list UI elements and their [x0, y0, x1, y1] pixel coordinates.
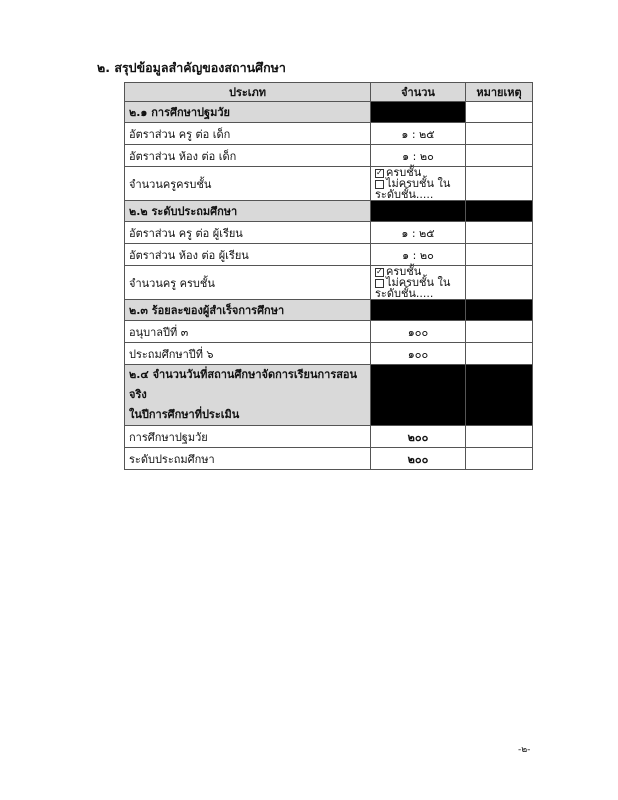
- unchecked-box-icon[interactable]: [375, 279, 384, 288]
- table-row: [125, 244, 533, 266]
- checkbox-option: ✓ครบชั้น: [375, 167, 461, 178]
- section-title: ๒.๑ การศึกษาปฐมวัย: [125, 102, 371, 123]
- summary-table: [124, 82, 533, 470]
- unchecked-box-icon[interactable]: [375, 180, 384, 189]
- row-value: ๒๐๐: [371, 426, 466, 448]
- row-label: อัตราส่วน ครู ต่อ ผู้เรียน: [125, 222, 371, 244]
- row-label: จำนวนครู ครบชั้น: [125, 266, 371, 300]
- row-label: การศึกษาปฐมวัย: [125, 426, 371, 448]
- checkbox-option: ไม่ครบชั้น ในระดับชั้น.....: [375, 177, 451, 201]
- blacked-cell: [466, 201, 533, 222]
- section-row: [125, 201, 533, 222]
- section-title-line: ๒.๔ จำนวนวันที่สถานศึกษาจัดการเรียนการสอนจริง: [129, 368, 358, 401]
- row-value: ๑๐๐: [371, 343, 466, 365]
- row-label: จำนวนครูครบชั้น: [125, 167, 371, 201]
- row-value: ๒๐๐: [371, 448, 466, 470]
- table-row: [125, 123, 533, 145]
- header-remark: หมายเหตุ: [466, 83, 533, 102]
- header-amount: จำนวน: [371, 83, 466, 102]
- section-row: [125, 102, 533, 123]
- page-number: -๒-: [518, 745, 531, 755]
- table-row: [125, 266, 533, 300]
- section-title-line: ในปีการศึกษาที่ประเมิน: [129, 408, 240, 421]
- checkbox-option: ✓ครบชั้น: [375, 266, 461, 277]
- table-row: [125, 426, 533, 448]
- section-heading: ๒. สรุปข้อมูลสำคัญของสถานศึกษา: [97, 60, 286, 75]
- remark-cell: [466, 266, 533, 300]
- remark-cell: [466, 167, 533, 201]
- section-row: [125, 365, 533, 426]
- blacked-cell: [466, 300, 533, 321]
- table-row: [125, 343, 533, 365]
- row-label: อัตราส่วน ห้อง ต่อ เด็ก: [125, 145, 371, 167]
- remark-cell: [466, 145, 533, 167]
- table-row: [125, 145, 533, 167]
- section-row: [125, 300, 533, 321]
- remark-cell: [466, 426, 533, 448]
- row-value: ๑ : ๒๕: [371, 222, 466, 244]
- remark-cell: [466, 244, 533, 266]
- header-row: [125, 83, 533, 102]
- row-value: ๑ : ๒๕: [371, 123, 466, 145]
- checkbox-cell: [371, 266, 466, 300]
- row-label: อนุบาลปีที่ ๓: [125, 321, 371, 343]
- blacked-cell: [466, 365, 533, 426]
- row-value: ๑ : ๒๐: [371, 145, 466, 167]
- table-row: [125, 321, 533, 343]
- header-type: ประเภท: [125, 83, 371, 102]
- remark-cell: [466, 102, 533, 123]
- blacked-cell: [371, 365, 466, 426]
- section-title: ๒.๓ ร้อยละของผู้สำเร็จการศึกษา: [125, 300, 371, 321]
- row-label: ระดับประถมศึกษา: [125, 448, 371, 470]
- checkbox-option: ไม่ครบชั้น ในระดับชั้น.....: [375, 276, 451, 300]
- table-row: [125, 448, 533, 470]
- blacked-cell: [371, 201, 466, 222]
- remark-cell: [466, 343, 533, 365]
- row-value: ๑๐๐: [371, 321, 466, 343]
- section-title: [125, 365, 371, 426]
- row-label: ประถมศึกษาปีที่ ๖: [125, 343, 371, 365]
- remark-cell: [466, 448, 533, 470]
- blacked-cell: [371, 102, 466, 123]
- row-label: อัตราส่วน ห้อง ต่อ ผู้เรียน: [125, 244, 371, 266]
- remark-cell: [466, 321, 533, 343]
- remark-cell: [466, 222, 533, 244]
- table-row: [125, 222, 533, 244]
- checkbox-cell: [371, 167, 466, 201]
- row-value: ๑ : ๒๐: [371, 244, 466, 266]
- checked-box-icon[interactable]: [375, 169, 384, 178]
- row-label: อัตราส่วน ครู ต่อ เด็ก: [125, 123, 371, 145]
- blacked-cell: [371, 300, 466, 321]
- checked-box-icon[interactable]: [375, 268, 384, 277]
- remark-cell: [466, 123, 533, 145]
- table-row: [125, 167, 533, 201]
- section-title: ๒.๒ ระดับประถมศึกษา: [125, 201, 371, 222]
